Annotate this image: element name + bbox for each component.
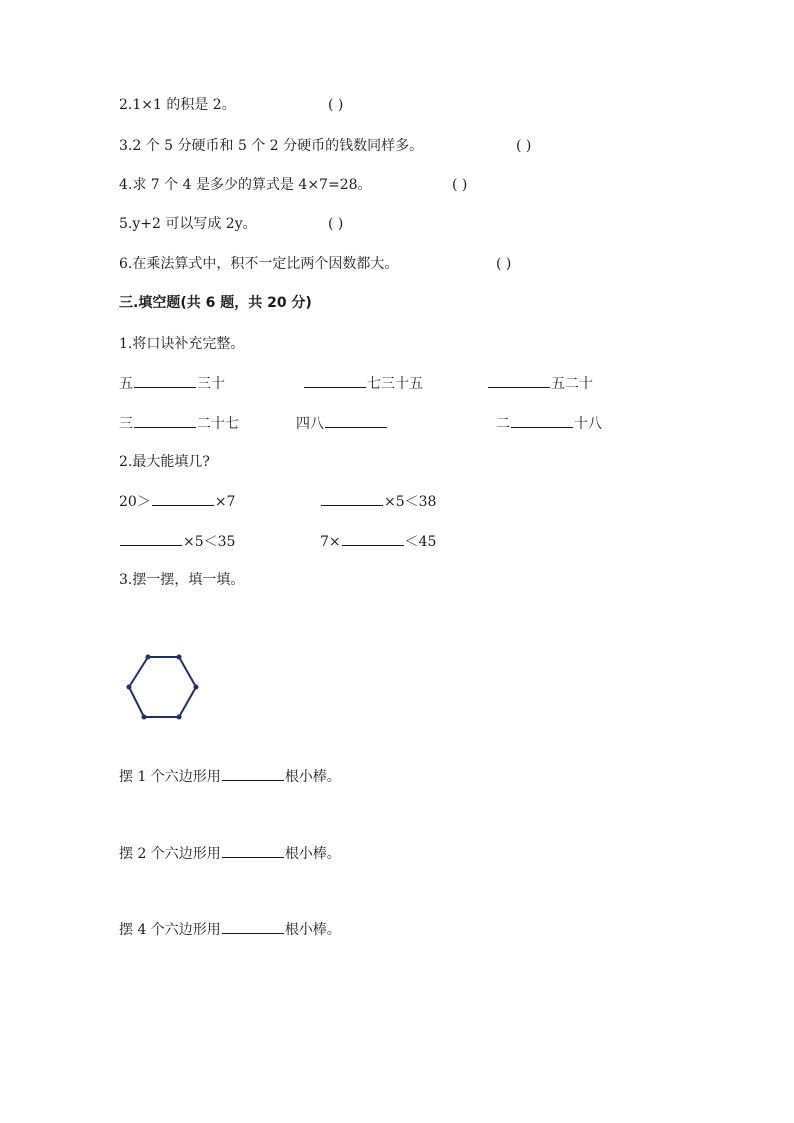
vertex-dot	[127, 685, 132, 690]
vertex-dot	[177, 655, 182, 660]
answer-blank[interactable]	[304, 373, 366, 388]
inequality-item: 7× ＜45	[320, 531, 436, 552]
hexagon-question: 摆 2 个六边形用 根小棒。	[119, 843, 341, 864]
answer-blank[interactable]	[342, 531, 404, 546]
verse-blank-item: 四八	[296, 413, 388, 434]
answer-paren[interactable]: ( )	[328, 97, 344, 113]
inequality-item: ×5＜35	[119, 531, 235, 552]
answer-paren[interactable]: ( )	[452, 177, 468, 193]
verse-blank-item: 五 三十	[119, 373, 225, 394]
verse-blank-item: 五二十	[487, 373, 593, 394]
judgement-item-2	[119, 95, 236, 115]
section-title: 三.填空题(共 6 题，共 20 分)	[119, 295, 312, 311]
answer-blank[interactable]	[134, 373, 196, 388]
answer-blank[interactable]	[222, 766, 284, 781]
answer-blank[interactable]	[321, 491, 383, 506]
hexagon-question: 摆 1 个六边形用 根小棒。	[119, 766, 341, 787]
judgement-text: 6.在乘法算式中，积不一定比两个因数都大。	[119, 256, 399, 272]
hexagon-outline	[129, 657, 196, 717]
judgement-item-5	[119, 214, 257, 234]
answer-blank[interactable]	[488, 373, 550, 388]
judgement-text: 3.2 个 5 分硬币和 5 个 2 分硬币的钱数同样多。	[119, 138, 424, 154]
hexagon-question: 摆 4 个六边形用 根小棒。	[119, 919, 341, 940]
verse-blank-item: 二 十八	[496, 413, 602, 434]
answer-blank[interactable]	[152, 491, 214, 506]
inequality-item: ×5＜38	[320, 491, 436, 512]
question-prompt: 3.摆一摆，填一填。	[119, 572, 245, 588]
answer-blank[interactable]	[325, 413, 387, 428]
judgement-text: 4.求 7 个 4 是多少的算式是 4×7=28。	[119, 177, 372, 193]
answer-blank[interactable]	[120, 531, 182, 546]
vertex-dot	[177, 715, 182, 720]
vertex-dot	[194, 685, 199, 690]
verse-blank-item: 三 二十七	[119, 413, 239, 434]
inequality-item: 20＞ ×7	[119, 491, 235, 512]
judgement-text: 2.1×1 的积是 2。	[119, 97, 236, 113]
judgement-item-3	[119, 136, 423, 156]
answer-paren[interactable]: ( )	[516, 138, 532, 154]
answer-blank[interactable]	[511, 413, 573, 428]
answer-paren[interactable]: ( )	[328, 216, 344, 232]
answer-paren[interactable]: ( )	[496, 256, 512, 272]
judgement-text: 5.y+2 可以写成 2y。	[119, 216, 257, 232]
vertex-dot	[142, 715, 147, 720]
answer-blank[interactable]	[134, 413, 196, 428]
judgement-item-4	[119, 175, 372, 195]
verse-blank-item: 七三十五	[303, 373, 423, 394]
question-prompt: 1.将口诀补充完整。	[119, 336, 245, 352]
answer-blank[interactable]	[222, 919, 284, 934]
question-prompt: 2.最大能填几?	[119, 454, 210, 470]
vertex-dot	[146, 655, 151, 660]
hexagon-figure	[124, 654, 204, 720]
answer-blank[interactable]	[222, 843, 284, 858]
judgement-item-6	[119, 254, 398, 274]
